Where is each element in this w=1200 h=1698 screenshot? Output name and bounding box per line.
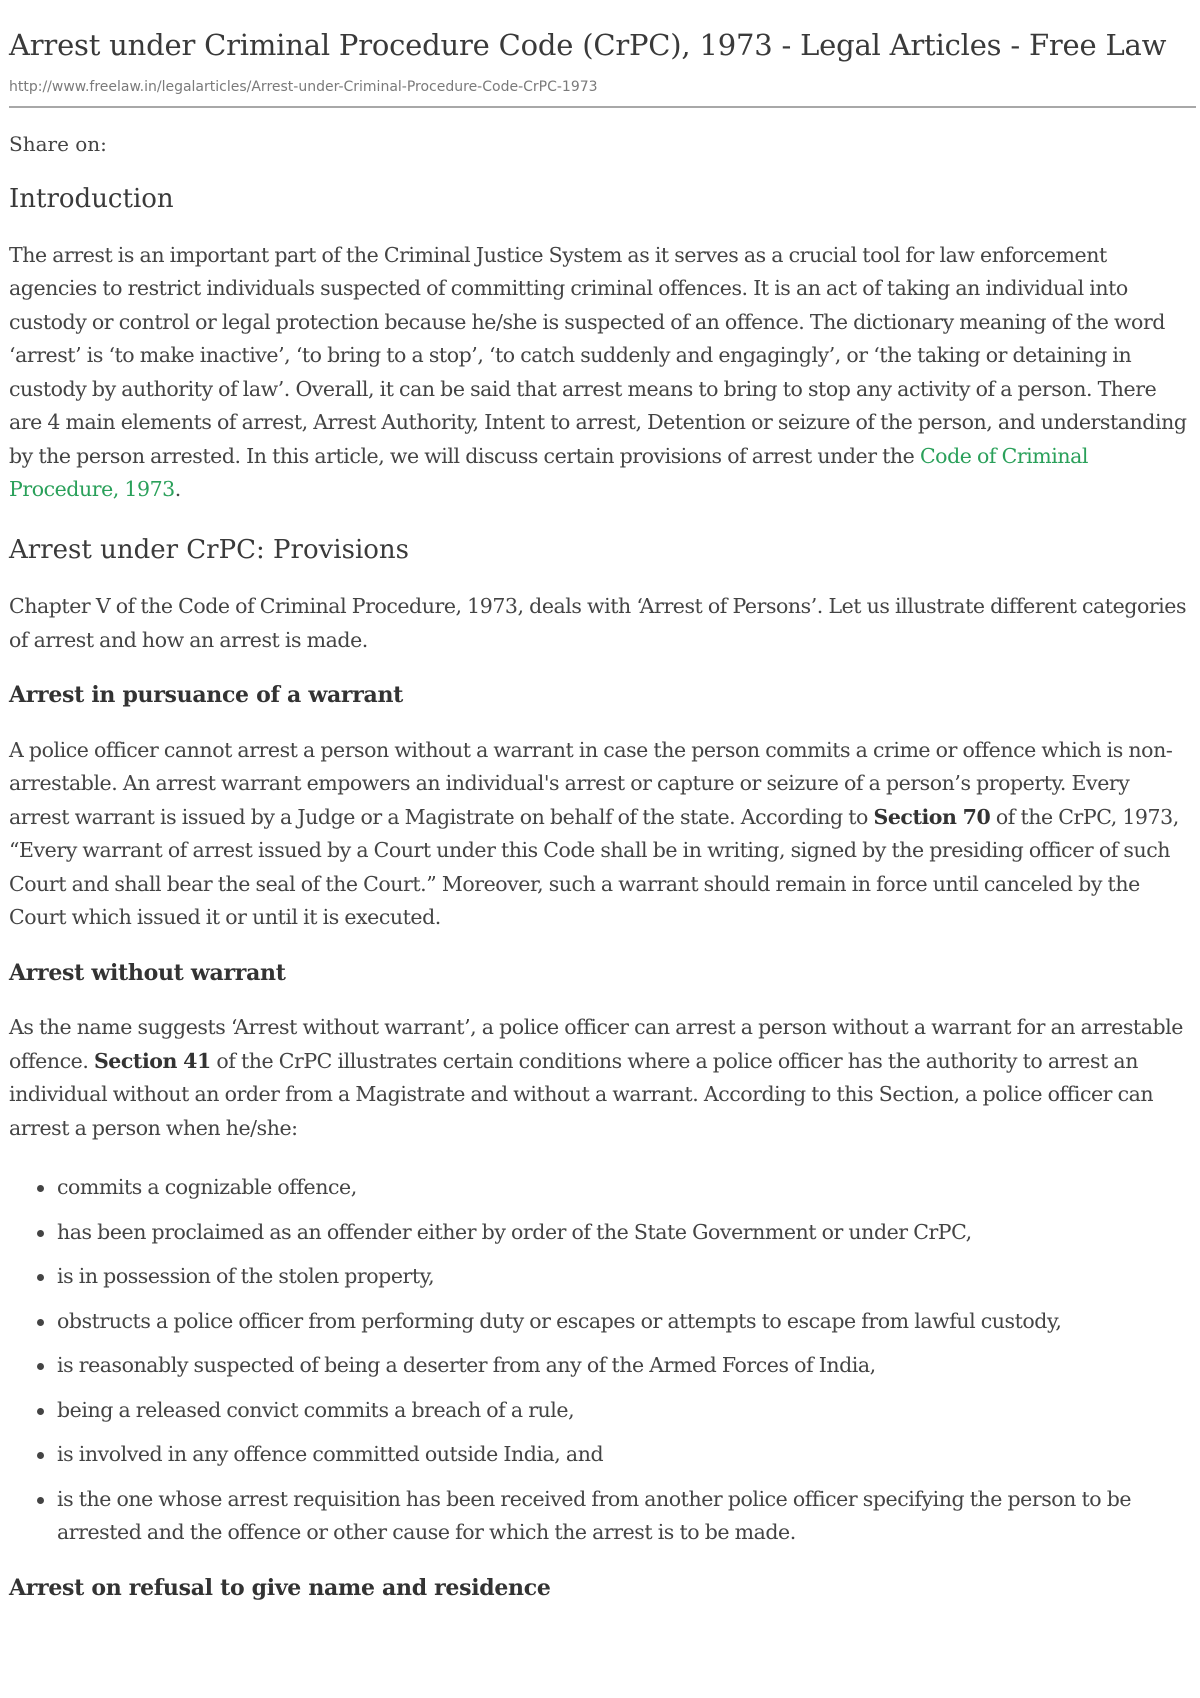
section-70-reference: Section 70 — [873, 804, 991, 829]
arrest-conditions-list — [9, 1171, 1197, 1550]
list-item-text: is involved in any offence committed outside India, and — [57, 1442, 604, 1467]
bullet-icon — [37, 1452, 44, 1459]
introduction-text: The arrest is an important part of the Criminal Justice System as it serves as a crucial tool for law enforcement agencies to restrict individuals suspected of committing criminal offences. It is an act of taking an individual into custody or control or legal protection because he/she is suspected of an offence. The dictionary meaning of the word ‘arrest’ is ‘to make inactive’, ‘to bring to a stop’, ‘to catch suddenly and engagingly’, or ‘the taking or detaining in custody by authority of law’. Overall, it can be said that arrest means to bring to stop any activity of a person. There are 4 main elements of arrest, Arrest Authority, Intent to arrest, Detention or seizure of the person, and understanding by the person arrested. In this article, we will discuss certain provisions of arrest under the — [9, 242, 1187, 468]
list-item — [57, 1171, 1197, 1205]
bullet-icon — [37, 1185, 44, 1192]
list-item-text: is the one whose arrest requisition has been received from another police officer specifying the person to be arrested and the offence or other cause for which the arrest is to be made. — [57, 1486, 1132, 1545]
list-item — [57, 1260, 1197, 1294]
list-item-text: is reasonably suspected of being a deserter from any of the Armed Forces of India, — [57, 1353, 876, 1378]
list-item-text: being a released convict commits a breach of a rule, — [57, 1397, 575, 1422]
share-label: Share on: — [9, 131, 107, 156]
crpc-link[interactable]: Code of Criminal Procedure, 1973 — [9, 443, 1088, 502]
refusal-heading: Arrest on refusal to give name and residence — [9, 1574, 551, 1601]
warrant-heading: Arrest in pursuance of a warrant — [9, 682, 404, 709]
list-item-text: is in possession of the stolen property, — [57, 1264, 435, 1289]
bullet-icon — [37, 1230, 44, 1237]
list-item — [57, 1438, 1197, 1472]
warrant-paragraph — [9, 734, 1194, 935]
bullet-icon — [37, 1408, 44, 1415]
document-url[interactable]: http://www.freelaw.in/legalarticles/Arrest-under-Criminal-Procedure-Code-CrPC-1973 — [9, 78, 598, 95]
list-item — [57, 1216, 1197, 1250]
bullet-icon — [37, 1274, 44, 1281]
bullet-icon — [37, 1363, 44, 1370]
document-title: Arrest under Criminal Procedure Code (CrPC), 1973 - Legal Articles - Free Law — [9, 28, 1167, 62]
bullet-icon — [37, 1319, 44, 1326]
warrant-text-end: of the CrPC, 1973, “Every warrant of arrest issued by a Court under this Code shall be in writing, signed by the presiding officer of such Court and shall bear the seal of the Court.” Moreover, such a warrant should remain in force until canceled by the Court which issued it or until it is executed. — [9, 804, 1179, 930]
provisions-paragraph: Chapter V of the Code of Criminal Procedure, 1973, deals with ‘Arrest of Persons’. Let us illustrate different categories of arrest and how an arrest is made. — [9, 594, 1187, 652]
provisions-heading: Arrest under CrPC: Provisions — [9, 534, 410, 565]
list-item — [57, 1394, 1197, 1428]
list-item — [57, 1349, 1197, 1383]
header-divider — [9, 106, 1196, 108]
introduction-heading: Introduction — [9, 183, 174, 214]
without-warrant-heading: Arrest without warrant — [9, 959, 286, 986]
list-item-text: has been proclaimed as an offender either by order of the State Government or under CrPC, — [57, 1219, 972, 1244]
list-item — [57, 1305, 1197, 1339]
list-item — [57, 1483, 1197, 1550]
bullet-icon — [37, 1497, 44, 1504]
section-41-reference: Section 41 — [93, 1048, 211, 1073]
list-item-text: commits a cognizable offence, — [57, 1175, 357, 1200]
introduction-paragraph — [9, 239, 1194, 507]
without-warrant-paragraph — [9, 1011, 1194, 1145]
without-warrant-text-start: As the name suggests ‘Arrest without warrant’, a police officer can arrest a person without a warrant for an arrestable offence. — [9, 1015, 1183, 1073]
introduction-period: . — [174, 477, 181, 502]
warrant-text-start: A police officer cannot arrest a person without a warrant in case the person commits a crime or offence which is non-arrestable. An arrest warrant empowers an individual's arrest or capture or seizure of a person’s property. Every arrest warrant is issued by a Judge or a Magistrate on behalf of the state. According to — [9, 737, 1173, 829]
list-item-text: obstructs a police officer from performing duty or escapes or attempts to escape from lawful custody, — [57, 1308, 1062, 1333]
without-warrant-text-end: of the CrPC illustrates certain conditions where a police officer has the authority to arrest an individual without an order from a Magistrate and without a warrant. According to this Section, a police officer can arrest a person when he/she: — [9, 1048, 1154, 1140]
